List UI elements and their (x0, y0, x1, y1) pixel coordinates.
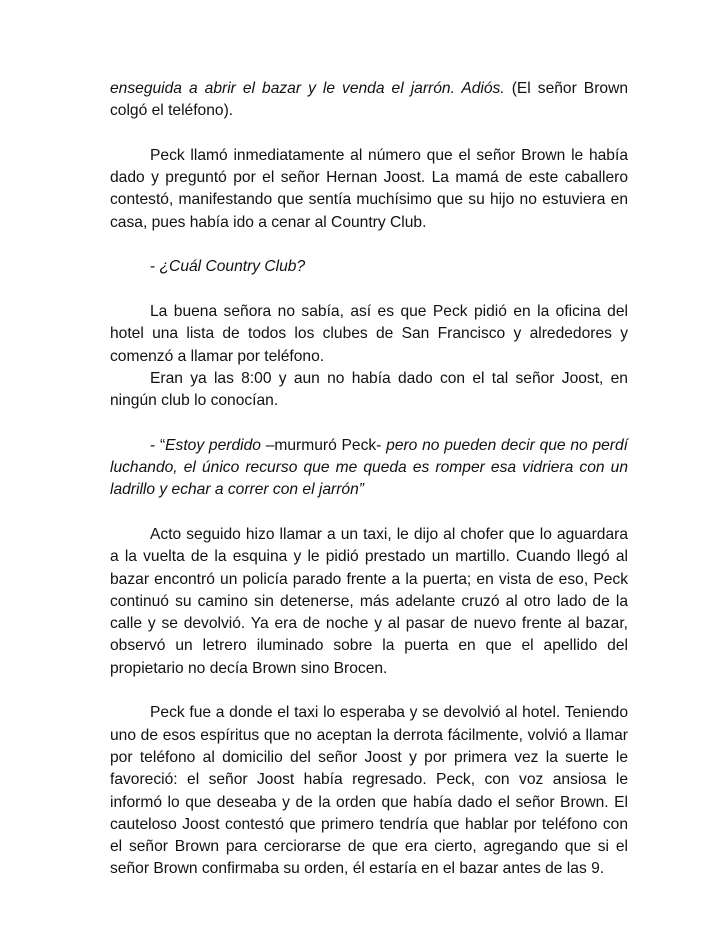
body-text: –murmuró Peck- (260, 436, 387, 454)
paragraph-1 (110, 78, 628, 123)
paragraph-5: Eran ya las 8:00 y aun no había dado con el tal señor Joost, en ningún club lo conocían. (110, 369, 628, 410)
paragraph-6-dialogue (110, 435, 628, 502)
italic-text: ¿Cuál Country Club? (159, 258, 306, 276)
italic-text: enseguida a abrir el bazar y le venda el jarrón. Adiós. (110, 80, 505, 97)
dialogue-prefix: - (150, 258, 160, 276)
paragraph-4: La buena señora no sabía, así es que Peck pidió en la oficina del hotel una lista de todos los clubes de San Francisco y alrededores y comenzó a llamar por teléfono. (110, 302, 628, 365)
paragraph-2: Peck llamó inmediatamente al número que el señor Brown le había dado y preguntó por el señor Hernan Joost. La mamá de este caballero contestó, manifestando que sentía muchísimo que su hijo no estuviera en casa, pues había ido a cenar al Country Club. (110, 146, 628, 231)
paragraph-8: Peck fue a donde el taxi lo esperaba y se devolvió al hotel. Teniendo uno de esos espíritus que no aceptan la derrota fácilmente, volvió a llamar por teléfono al domicilio del señor Joost y por primera vez la suerte le favoreció: el señor Joost había regresado. Peck, con voz ansiosa le informó lo que deseaba y de la orden que había dado el señor Brown. El cauteloso Joost contestó que primero tendría que hablar por teléfono con el señor Brown para cerciorarse de que era cierto, agregando que si el señor Brown confirmaba su orden, él estaría en el bazar antes de las 9. (110, 704, 628, 878)
italic-text: Estoy perdido (165, 436, 261, 454)
italic-text: pero no pueden decir que no perdí luchando, el único recurso que me queda es romper esa vidriera con un ladrillo y echar a correr con el jarrón” (110, 436, 628, 499)
body-text: (El señor Brown colgó el teléfono). (110, 80, 629, 120)
dialogue-prefix: - “ (150, 436, 166, 454)
document-page (110, 78, 628, 881)
paragraph-7: Acto seguido hizo llamar a un taxi, le dijo al chofer que lo aguardara a la vuelta de la esquina y le pidió prestado un martillo. Cuando llegó al bazar encontró un policía parado frente a la puerta; en vista de eso, Peck continuó su camino sin detenerse, más adelante cruzó al otro lado de la calle y se devolvió. Ya era de noche y al pasar de nuevo frente al bazar, observó un letrero iluminado sobre la puerta en que el apellido del propietario no decía Brown sino Brocen. (110, 525, 628, 677)
paragraph-3-dialogue (110, 256, 628, 278)
